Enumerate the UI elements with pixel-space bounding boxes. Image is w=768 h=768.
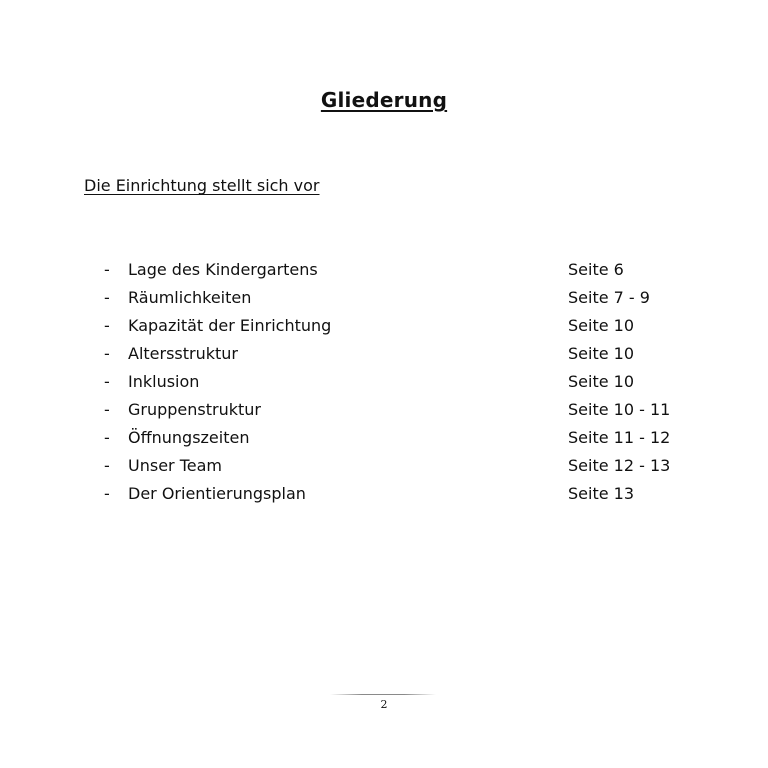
bullet-dash: - <box>104 344 110 363</box>
toc-entry <box>104 480 704 508</box>
bullet-dash: - <box>104 316 110 335</box>
toc-entry-page: Seite 13 <box>568 484 635 503</box>
bullet-dash: - <box>104 484 110 503</box>
toc-entry-label: Gruppenstruktur <box>128 400 261 419</box>
toc-entry <box>104 256 704 284</box>
toc-entry-page: Seite 10 <box>568 344 635 363</box>
page-number: 2 <box>380 698 388 711</box>
toc-entry-label: Unser Team <box>128 456 222 475</box>
bullet-dash: - <box>104 372 110 391</box>
toc-entry-label: Öffnungszeiten <box>128 428 250 447</box>
bullet-dash: - <box>104 260 110 279</box>
bullet-dash: - <box>104 428 110 447</box>
page-title: Gliederung <box>320 88 448 112</box>
toc-entry-page: Seite 10 - 11 <box>568 400 671 419</box>
toc-entry-page: Seite 6 <box>568 260 624 279</box>
toc-entry <box>104 312 704 340</box>
toc-entry-label: Kapazität der Einrichtung <box>128 316 332 335</box>
toc-entry-label: Der Orientierungsplan <box>128 484 306 503</box>
toc-entry <box>104 340 704 368</box>
toc-entry-label: Lage des Kindergartens <box>128 260 318 279</box>
toc-entry <box>104 396 704 424</box>
toc-entry <box>104 424 704 452</box>
bullet-dash: - <box>104 456 110 475</box>
toc-entry-page: Seite 10 <box>568 316 635 335</box>
table-of-contents <box>104 256 704 508</box>
toc-entry-label: Altersstruktur <box>128 344 239 363</box>
toc-entry-page: Seite 11 - 12 <box>568 428 671 447</box>
section-heading: Die Einrichtung stellt sich vor <box>84 176 320 195</box>
toc-entry <box>104 284 704 312</box>
toc-entry <box>104 452 704 480</box>
footer-divider <box>330 694 436 695</box>
toc-entry-label: Räumlichkeiten <box>128 288 252 307</box>
bullet-dash: - <box>104 288 110 307</box>
toc-entry <box>104 368 704 396</box>
toc-entry-page: Seite 10 <box>568 372 635 391</box>
toc-entry-page: Seite 7 - 9 <box>568 288 650 307</box>
bullet-dash: - <box>104 400 110 419</box>
toc-entry-page: Seite 12 - 13 <box>568 456 671 475</box>
toc-entry-label: Inklusion <box>128 372 200 391</box>
